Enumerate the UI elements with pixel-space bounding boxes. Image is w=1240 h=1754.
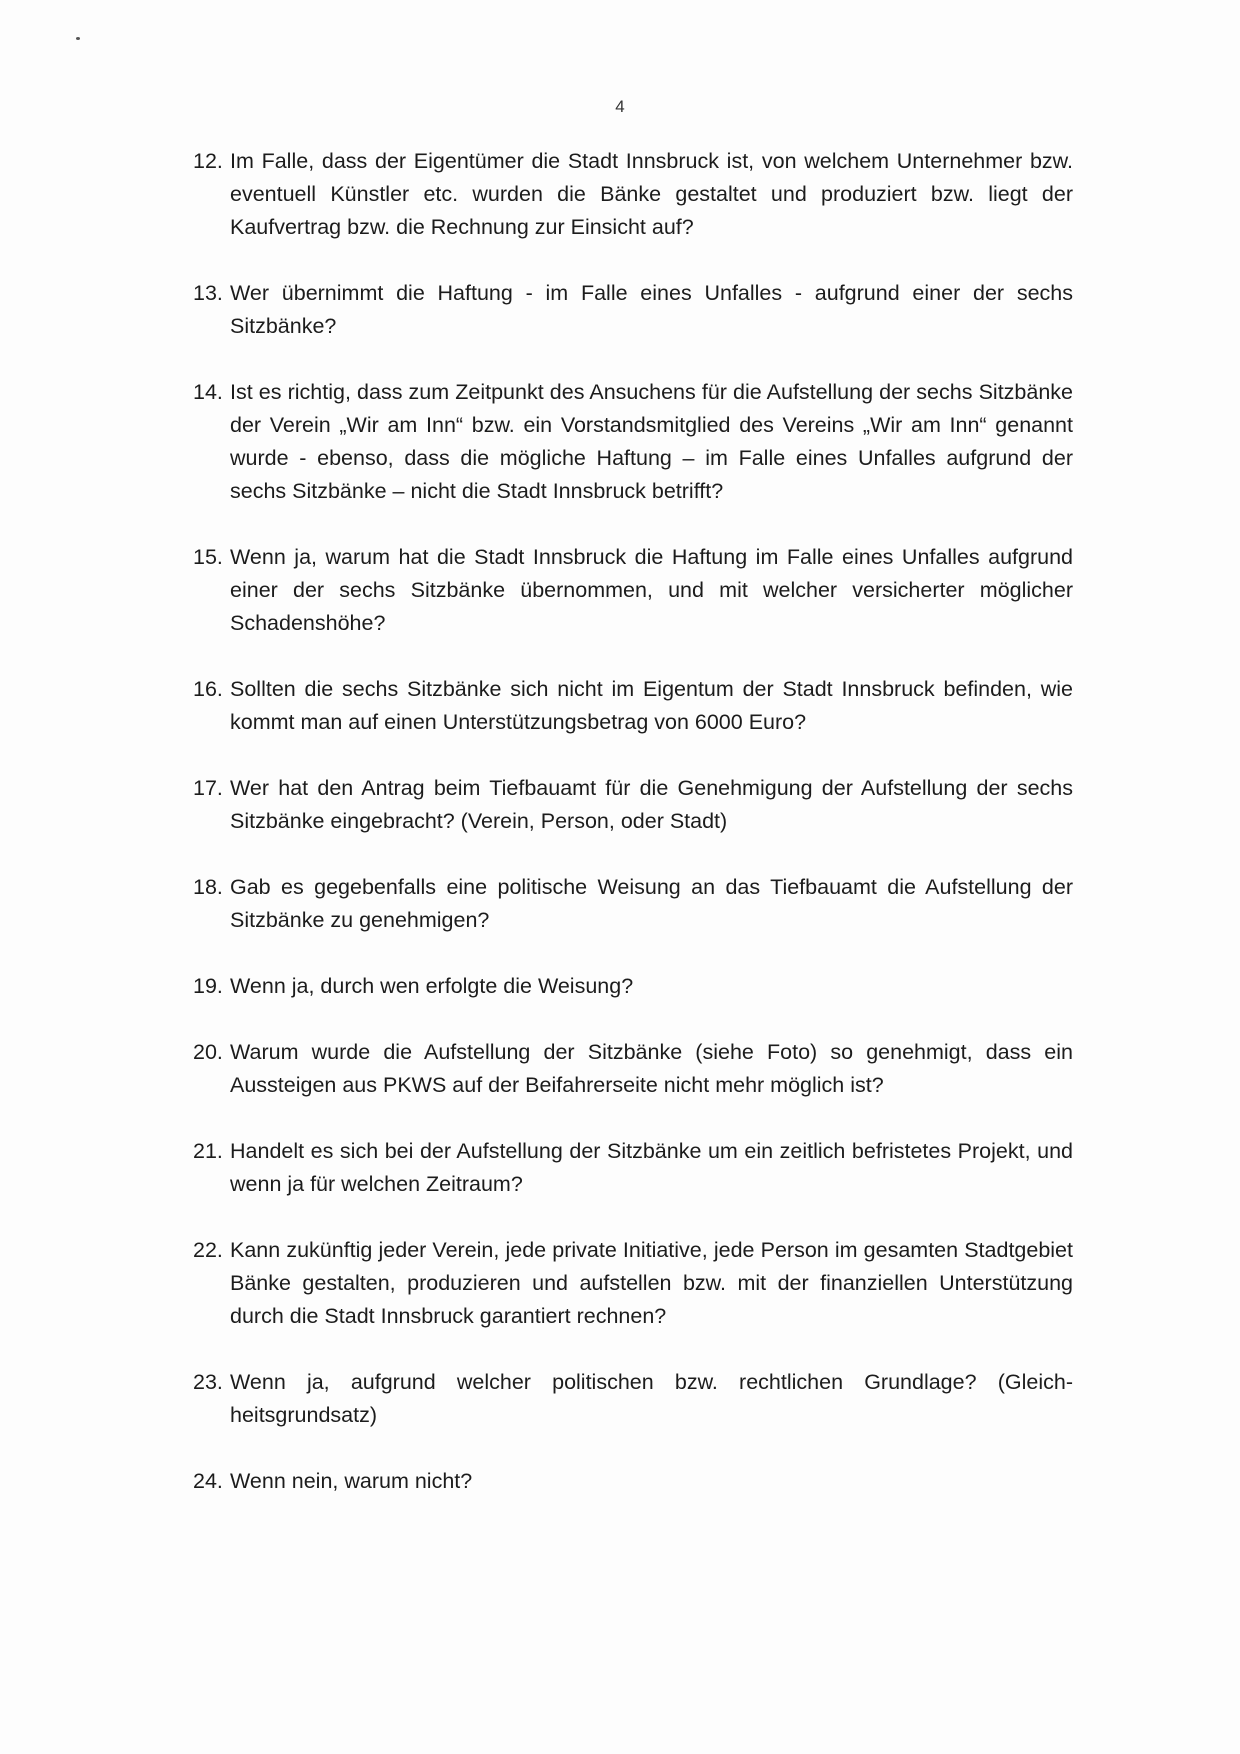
question-list [193,145,1073,1531]
question-item [193,1465,1073,1498]
question-text: Handelt es sich bei der Aufstellung der Sitzbänke um ein zeitlich befristetes Projekt, und wenn ja für welchen Zeitraum? [230,1139,1073,1196]
question-text: Wer übernimmt die Haftung - im Falle eines Unfalles - aufgrund einer der sechs Sitzbänke? [230,281,1073,338]
question-item [193,1366,1073,1432]
question-text: Wenn nein, warum nicht? [230,1469,473,1493]
question-number: 23. [193,1370,223,1394]
question-item [193,871,1073,937]
question-number: 21. [193,1139,223,1163]
question-item [193,772,1073,838]
question-text: Ist es richtig, dass zum Zeitpunkt des Ansuchens für die Aufstellung der sechs Sitzbänke der Verein „Wir am Inn“ bzw. ein Vorstandsmitglied des Vereins „Wir am Inn“ genannt wurde - ebenso, dass die mögliche Haftung – im Falle eines Unfalles aufgrund der sechs Sitzbänke – nicht die Stadt Innsbruck betrifft? [230,380,1073,503]
question-number: 18. [193,875,223,899]
question-item [193,376,1073,508]
question-number: 13. [193,281,223,305]
question-text: Wenn ja, warum hat die Stadt Innsbruck die Haftung im Falle eines Unfalles aufgrund einer der sechs Sitzbänke übernommen, und mit welcher versicherter möglicher Schadenshöhe? [230,545,1073,635]
question-item [193,970,1073,1003]
question-item [193,1234,1073,1333]
question-text: Im Falle, dass der Eigentümer die Stadt Innsbruck ist, von welchem Unternehmer bzw. eventuell Künstler etc. wurden die Bänke gestaltet und produziert bzw. liegt der Kaufvertrag bzw. die Rechnung zur Einsicht auf? [230,149,1073,239]
question-text: Gab es gegebenfalls eine politische Weisung an das Tiefbauamt die Aufstellung der Sitzbänke zu genehmigen? [230,875,1073,932]
scan-speck-icon [76,37,80,40]
question-number: 15. [193,545,223,569]
question-text: Wenn ja, durch wen erfolgte die Weisung? [230,974,634,998]
question-text: Sollten die sechs Sitzbänke sich nicht im Eigentum der Stadt Innsbruck befinden, wie kommt man auf einen Unterstützungsbetrag von 6000 Euro? [230,677,1073,734]
question-text: Wer hat den Antrag beim Tiefbauamt für die Genehmigung der Aufstellung der sechs Sitzbänke eingebracht? (Verein, Person, oder Stadt) [230,776,1073,833]
question-text: Wenn ja, aufgrund welcher politischen bzw. rechtlichen Grundlage? (Gleichheitsgrundsatz) [230,1370,1073,1427]
question-item [193,673,1073,739]
question-text: Warum wurde die Aufstellung der Sitzbänke (siehe Foto) so genehmigt, dass ein Aussteigen aus PKWS auf der Beifahrerseite nicht mehr möglich ist? [230,1040,1073,1097]
question-item [193,145,1073,244]
question-item [193,541,1073,640]
question-number: 17. [193,776,223,800]
question-number: 24. [193,1469,223,1493]
page-number: 4 [615,97,625,116]
question-number: 14. [193,380,223,404]
question-number: 19. [193,974,223,998]
question-number: 22. [193,1238,223,1262]
question-item [193,1135,1073,1201]
question-text: Kann zukünftig jeder Verein, jede private Initiative, jede Person im gesamten Stadtgebiet Bänke gestalten, produzieren und aufstellen bzw. mit der finanziellen Unterstützung durch die Stadt Innsbruck garantiert rechnen? [230,1238,1073,1328]
question-number: 20. [193,1040,223,1064]
question-number: 16. [193,677,223,701]
question-item [193,277,1073,343]
question-item [193,1036,1073,1102]
question-number: 12. [193,149,223,173]
